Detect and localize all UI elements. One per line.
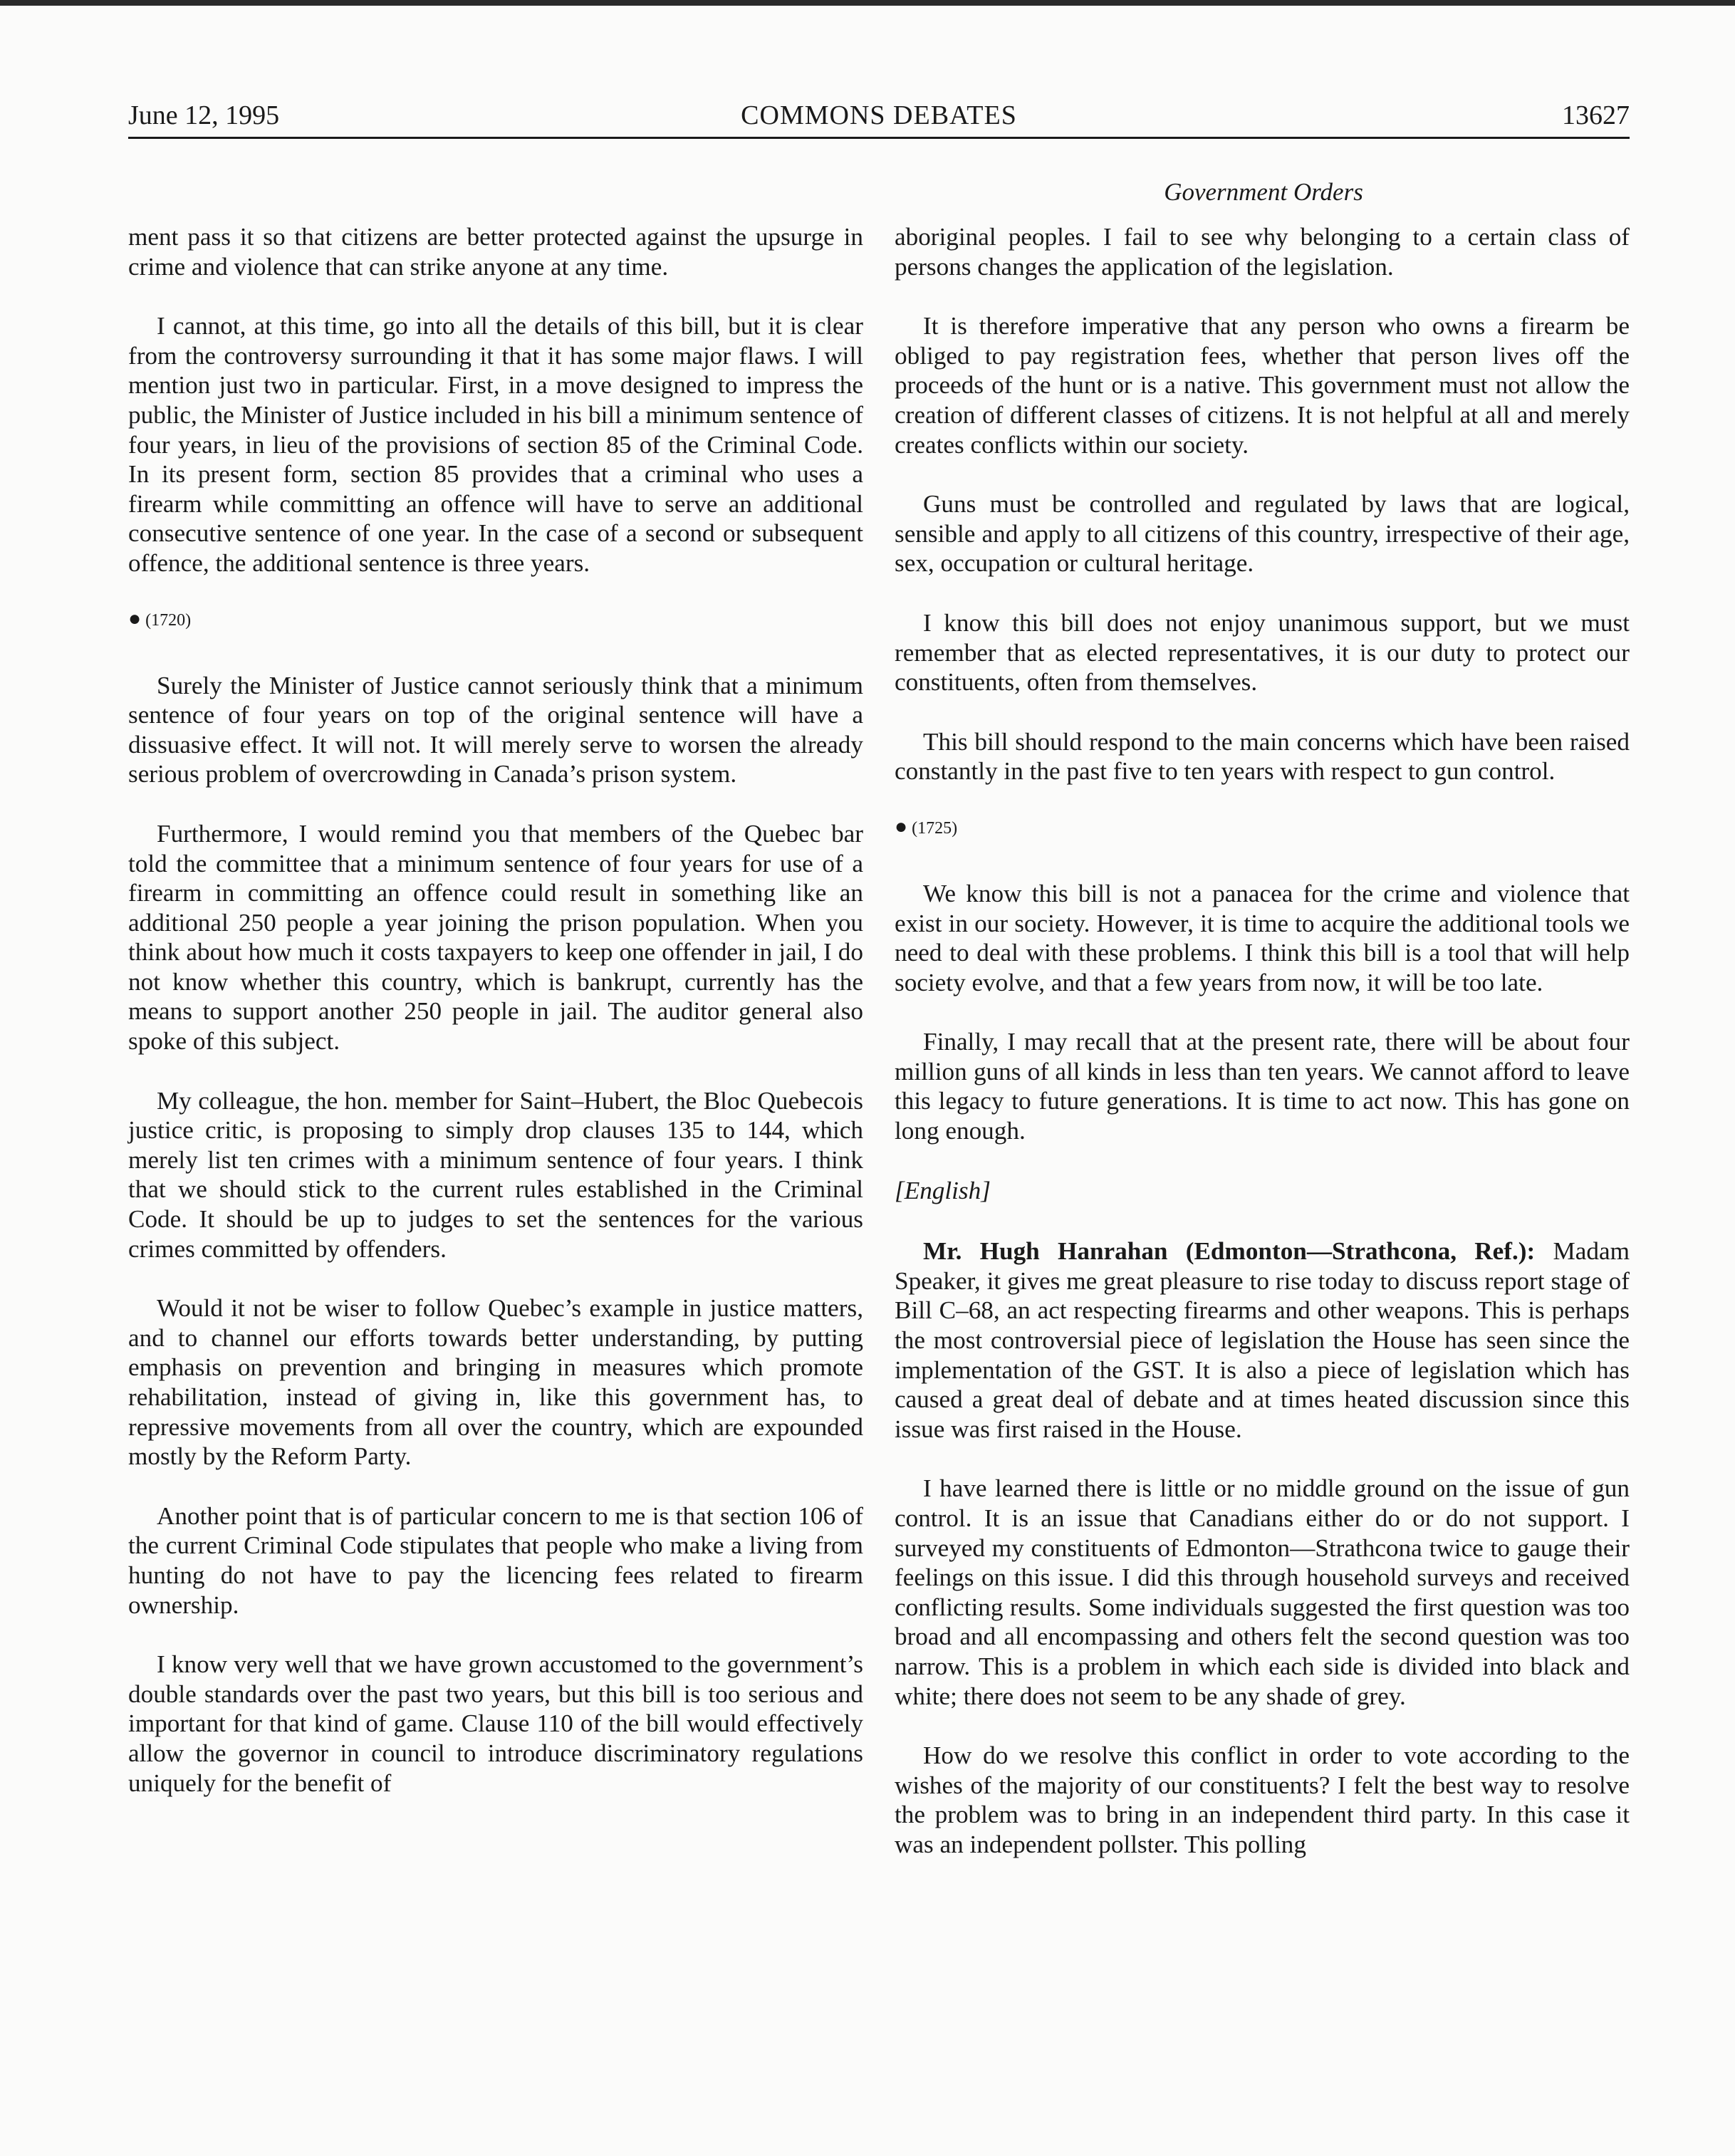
paragraph: I have learned there is little or no middle ground on the issue of gun control. It is an issue that Canadians either do or do not support. I surveyed my constituents of Edmonton—Strathcona twice to gauge their feelings on this issue. I did this through household surveys and received conflicting results. Some individuals suggested the first question was too broad and all encompassing and others felt the second question was too narrow. This is a problem in which each side is divided into black and white; there does not seem to be any shade of grey. <box>895 1474 1630 1710</box>
running-header <box>128 100 1630 138</box>
bullet-icon: ● <box>128 606 142 630</box>
paragraph: Guns must be controlled and regulated by laws that are logical, sensible and apply to all citizens of this country, irrespective of their age, sex, occupation or cultural heritage. <box>895 490 1630 578</box>
paragraph: How do we resolve this conflict in order to vote according to the wishes of the majority of our constituents? I felt the best way to resolve the problem was to bring in an independent third party. In this case it was an independent pollster. This polling <box>895 1741 1630 1858</box>
time-marker-label: (1725) <box>912 818 958 838</box>
paragraph: Surely the Minister of Justice cannot seriously think that a minimum sentence of four years on top of the original sentence will have a dissuasive effect. It will not. It will merely serve to worsen the already serious problem of overcrowding in Canada’s prison system. <box>128 671 863 788</box>
paragraph: I cannot, at this time, go into all the details of this bill, but it is clear from the controversy surrounding it that it has some major flaws. I will mention just two in particular. First, in a move designed to impress the public, the Minister of Justice included in his bill a minimum sentence of four years, in lieu of the provisions of section 85 of the Criminal Code. In its present form, section 85 provides that a criminal who uses a firearm while committing an offence will have to serve an additional consecutive sentence of one year. In the case of a second or subsequent offence, the additional sentence is three years. <box>128 312 863 577</box>
paragraph: Another point that is of particular concern to me is that section 106 of the current Criminal Code stipulates that people who make a living from hunting do not have to pay the licencing fees related to firearm ownership. <box>128 1501 863 1619</box>
header-page-number: 13627 <box>1562 100 1630 130</box>
paragraph: I know this bill does not enjoy unanimous support, but we must remember that as elected representatives, it is our duty to protect our constituents, often from themselves. <box>895 608 1630 697</box>
section-label: Government Orders <box>1164 178 1363 206</box>
paragraph: This bill should respond to the main concerns which have been raised constantly in the past five to ten years with respect to gun control. <box>895 727 1630 786</box>
paragraph: Would it not be wiser to follow Quebec’s example in justice matters, and to channel our efforts towards better understanding, by putting emphasis on prevention and bringing in measures which promote rehabilitation, instead of giving in, like this government has, to repressive movements from all over the country, which are expounded mostly by the Reform Party. <box>128 1294 863 1471</box>
paragraph: We know this bill is not a panacea for the crime and violence that exist in our society. However, it is time to acquire the additional tools we need to deal with these problems. I think this bill is a tool that will help society evolve, and that a few years from now, it will be too late. <box>895 879 1630 996</box>
paragraph: ment pass it so that citizens are better protected against the upsurge in crime and violence that can strike anyone at any time. <box>128 223 863 281</box>
paragraph: aboriginal peoples. I fail to see why belonging to a certain class of persons changes the application of the legislation. <box>895 223 1630 281</box>
paragraph: It is therefore imperative that any person who owns a firearm be obliged to pay registration fees, whether that person lives off the proceeds of the hunt or is a native. This government must not allow the creation of different classes of citizens. It is not helpful at all and merely creates conflicts within our society. <box>895 312 1630 459</box>
header-title: COMMONS DEBATES <box>741 100 1017 130</box>
paragraph: Finally, I may recall that at the present rate, there will be about four million guns of all kinds in less than ten years. We cannot afford to leave this legacy to future generations. It is time to act now. This has gone on long enough. <box>895 1028 1630 1145</box>
header-rule <box>128 137 1630 139</box>
paragraph: Furthermore, I would remind you that members of the Quebec bar told the committee that a minimum sentence of four years for use of a firearm in committing an offence could result in something like an additional 250 people a year joining the prison population. When you think about how much it costs taxpayers to keep one offender in jail, I do not know whether this country, which is bankrupt, currently has the means to support another 250 people in jail. The auditor general also spoke of this subject. <box>128 819 863 1056</box>
scan-top-edge <box>0 0 1735 6</box>
time-marker-label: (1720) <box>145 610 192 630</box>
time-marker <box>128 608 863 631</box>
bullet-icon: ● <box>895 814 908 838</box>
time-marker <box>895 816 1630 839</box>
speaker-paragraph <box>895 1236 1630 1444</box>
language-tag: [English] <box>895 1176 991 1204</box>
paragraph: My colleague, the hon. member for Saint–Hubert, the Bloc Quebecois justice critic, is proposing to simply drop clauses 135 to 144, which merely list ten crimes with a minimum sentence of four years. I think that we should stick to the current rules established in the Criminal Code. It should be up to judges to set the sentences for the various crimes committed by offenders. <box>128 1086 863 1263</box>
right-column <box>895 222 1630 1890</box>
left-column <box>128 222 863 1828</box>
header-date: June 12, 1995 <box>128 100 280 130</box>
paragraph: I know very well that we have grown accustomed to the government’s double standards over the past two years, but this bill is too serious and important for that kind of game. Clause 110 of the bill would effectively allow the governor in council to introduce discriminatory regulations uniquely for the benefit of <box>128 1650 863 1797</box>
speaker-name: Mr. Hugh Hanrahan (Edmonton—Strathcona, Ref.): <box>923 1237 1536 1266</box>
speaker-text: Madam Speaker, it gives me great pleasure to rise today to discuss report stage of Bill C–68, an act respecting firearms and other weapons. This is perhaps the most controversial piece of legislation the House has seen since the implementation of the GST. It is also a piece of legislation which has caused a great deal of debate and at times heated discussion since this issue was first raised in the House. <box>895 1237 1630 1443</box>
